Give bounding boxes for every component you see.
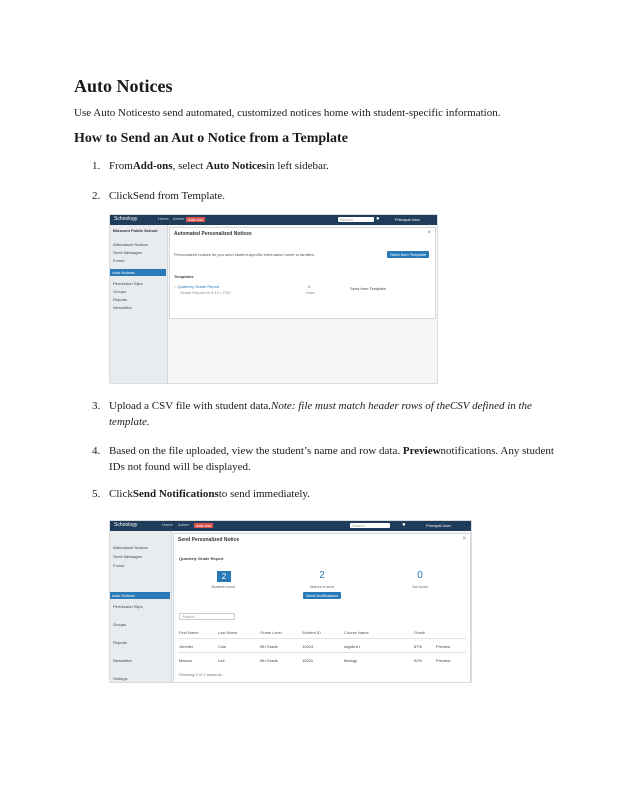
send-notifications-button[interactable]: Send Notifications <box>303 592 341 599</box>
nav-addons[interactable]: Add-ons <box>188 217 203 222</box>
info-text: Personalized notices let you send student-specific information home to families. <box>174 252 315 257</box>
table-footer: Showing 2 of 2 students <box>179 672 222 677</box>
stat-notfound-label: Not found <box>412 585 428 589</box>
sidebar-item[interactable]: Send Messages <box>113 250 142 255</box>
table-cell: Jennifer <box>179 644 194 649</box>
sidebar-item-auto-notices[interactable]: Auto Notices <box>110 269 166 276</box>
step-number: 1. <box>92 160 101 172</box>
preview-link[interactable]: Preview <box>436 658 451 663</box>
user-menu[interactable]: Principal User <box>395 217 420 222</box>
sidebar-item[interactable]: Settings <box>113 676 128 681</box>
col-header[interactable]: First Name <box>179 630 199 635</box>
sidebar-item[interactable]: Groups <box>113 289 127 294</box>
bell-icon[interactable]: ● <box>402 522 406 528</box>
nav-home[interactable]: Home <box>158 216 169 221</box>
sidebar-item[interactable]: Reports <box>113 297 128 302</box>
send-from-template-button[interactable]: Send from Template <box>387 251 429 258</box>
table-cell: Marcus <box>179 658 193 663</box>
step-2 <box>92 188 562 204</box>
close-icon[interactable]: × <box>427 230 431 236</box>
panel-title: Quarterly Grade Report <box>179 556 224 561</box>
sidebar-item-auto-notices[interactable]: Auto Notices <box>110 592 170 599</box>
school-name: Blossom Public School <box>113 228 158 233</box>
sidebar <box>110 225 168 383</box>
table-cell: Algebra I <box>344 644 361 649</box>
search-input[interactable]: Search <box>338 217 374 222</box>
screenshot-send-notice <box>109 520 472 683</box>
step-text: ClickSend from Template. <box>109 190 226 202</box>
stat-notfound-value: 0 <box>417 570 423 581</box>
close-icon[interactable]: × <box>462 536 466 542</box>
nav-home[interactable]: Home <box>162 522 173 527</box>
notices-dialog <box>169 227 436 319</box>
doc-title: Auto Notices <box>74 76 173 96</box>
screenshot-auto-notices <box>109 214 438 384</box>
table-cell: Biology <box>344 658 358 663</box>
divider <box>178 652 466 653</box>
template-meta: Grade Report for 9-12 • CSV <box>180 290 231 295</box>
table-cell: Lee <box>218 658 225 663</box>
top-bar <box>110 215 437 225</box>
sidebar-item[interactable]: Attendance Notices <box>113 242 148 247</box>
step-text: Based on the file uploaded, view the student’s name and row data. Previewnotifications. Any student IDs not found will be displayed. <box>109 445 554 473</box>
send-notice-dialog <box>173 533 471 683</box>
table-cell: 10031 <box>302 658 314 663</box>
dialog-title: Send Personalized Notice <box>178 537 240 543</box>
step-5 <box>92 486 562 502</box>
col-header[interactable]: Student ID <box>302 630 321 635</box>
col-header[interactable]: Grade <box>414 630 426 635</box>
top-bar <box>110 521 471 531</box>
row-count: 4 <box>308 284 311 289</box>
sidebar-item[interactable]: Newsletter <box>113 658 132 663</box>
stat-found-value: 2 <box>217 571 231 582</box>
table-cell: 9th Grade <box>260 644 278 649</box>
step-3 <box>92 398 562 428</box>
table-cell: 9th Grade <box>260 658 278 663</box>
row-count-label: rows <box>306 290 315 295</box>
logo: Schoology <box>114 522 138 528</box>
nav-addons[interactable]: Add-ons <box>196 523 211 528</box>
filter-input[interactable]: Search <box>179 613 235 620</box>
divider <box>178 638 466 639</box>
user-menu[interactable]: Principal User <box>426 523 451 528</box>
sidebar-item[interactable]: Reports <box>113 640 128 645</box>
table-cell: Cole <box>218 644 227 649</box>
sidebar <box>110 531 172 682</box>
sidebar-item[interactable]: Permission Slips <box>113 281 143 286</box>
col-header[interactable]: Course Name <box>344 630 369 635</box>
section-heading: How to Send an Aut o Notice from a Template <box>74 131 348 146</box>
col-header[interactable]: Last Name <box>218 630 238 635</box>
templates-heading: Templates <box>174 274 194 279</box>
step-text: ClickSend Notificationsto send immediately. <box>109 488 310 500</box>
col-header[interactable]: Grade Level <box>260 630 282 635</box>
table-cell: 10024 <box>302 644 314 649</box>
sidebar-item[interactable]: Newsletter <box>113 305 132 310</box>
sidebar-item[interactable]: Permission Slips <box>113 604 143 609</box>
sidebar-item[interactable]: Send Messages <box>113 554 142 559</box>
stat-found-label: Students found <box>211 585 235 589</box>
step-number: 2. <box>92 190 101 202</box>
nav-admin[interactable]: Admin <box>178 522 190 527</box>
stat-send-value: 2 <box>319 570 325 581</box>
step-4 <box>92 443 562 473</box>
table-cell: 87% <box>414 644 423 649</box>
template-action[interactable]: Send from Template <box>350 286 386 291</box>
step-text: FromAdd-ons, select Auto Noticesin left sidebar. <box>109 160 329 172</box>
sidebar-item[interactable]: Attendance Notices <box>113 545 148 550</box>
template-item[interactable]: ○ Quarterly Grade Report <box>174 284 220 289</box>
intro-text: Use Auto Noticesto send automated, customized notices home with student-specific information. <box>74 107 501 119</box>
bell-icon[interactable]: ● <box>376 216 380 222</box>
preview-link[interactable]: Preview <box>436 644 451 649</box>
stat-send-label: Notices to send <box>309 585 335 589</box>
step-number: 5. <box>92 488 101 500</box>
logo: Schoology <box>114 216 138 222</box>
step-text: Upload a CSV file with student data.Note: file must match header rows of theCSV defined in the template. <box>109 400 532 428</box>
table-cell: 92% <box>414 658 423 663</box>
search-input[interactable]: Search <box>350 523 390 528</box>
sidebar-item[interactable]: Forms <box>113 258 125 263</box>
sidebar-item[interactable]: Groups <box>113 622 127 627</box>
step-1 <box>92 158 562 174</box>
step-number: 4. <box>92 445 101 457</box>
sidebar-item[interactable]: Forms <box>113 563 125 568</box>
template-icon: ○ <box>174 284 178 289</box>
step-number: 3. <box>92 400 101 412</box>
dialog-title: Automated Personalized Notices <box>174 231 252 237</box>
nav-admin[interactable]: Admin <box>173 216 185 221</box>
